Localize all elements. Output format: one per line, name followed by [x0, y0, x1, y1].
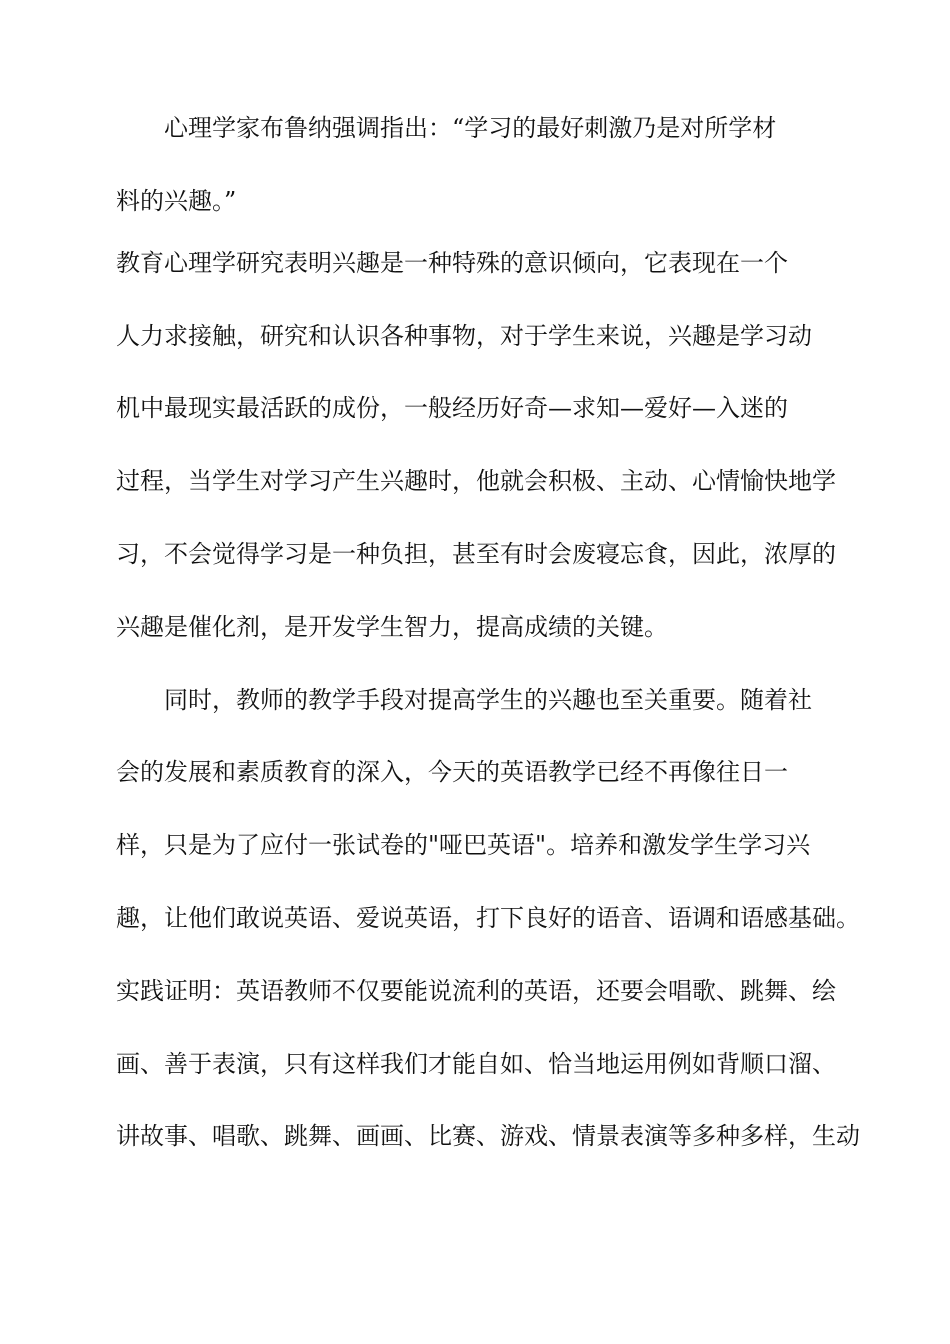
text-line: 同时，教师的教学手段对提高学生的兴趣也至关重要。随着社 — [164, 685, 812, 714]
text-line: 讲故事、唱歌、跳舞、画画、比赛、游戏、情景表演等多种多样，生动 — [116, 1122, 860, 1151]
text-line: 人力求接触，研究和认识各种事物，对于学生来说，兴趣是学习动 — [116, 321, 812, 350]
text-line: 料的兴趣。” — [116, 186, 237, 215]
text-line: 实践证明：英语教师不仅要能说流利的英语，还要会唱歌、跳舞、绘 — [116, 976, 836, 1005]
text-line: 画、善于表演，只有这样我们才能自如、恰当地运用例如背顺口溜、 — [116, 1049, 836, 1078]
body-text — [116, 100, 860, 1181]
text-line: 机中最现实最活跃的成份，一般经历好奇—求知—爱好—入迷的 — [116, 394, 788, 423]
text-line: 趣，让他们敢说英语、爱说英语，打下良好的语音、语调和语感基础。 — [116, 903, 860, 932]
text-line: 心理学家布鲁纳强调指出：“学习的最好刺激乃是对所学材 — [164, 114, 777, 142]
text-line: 习，不会觉得学习是一种负担，甚至有时会废寝忘食，因此，浓厚的 — [116, 539, 836, 568]
text-line: 过程，当学生对学习产生兴趣时，他就会积极、主动、心情愉快地学 — [116, 467, 836, 496]
text-line: 样，只是为了应付一张试卷的"哑巴英语"。培养和激发学生学习兴 — [116, 831, 811, 860]
text-line: 教育心理学研究表明兴趣是一种特殊的意识倾向，它表现在一个 — [116, 248, 788, 277]
text-line: 兴趣是催化剂，是开发学生智力，提高成绩的关键。 — [116, 612, 668, 641]
text-line: 会的发展和素质教育的深入，今天的英语教学已经不再像往日一 — [116, 758, 788, 787]
